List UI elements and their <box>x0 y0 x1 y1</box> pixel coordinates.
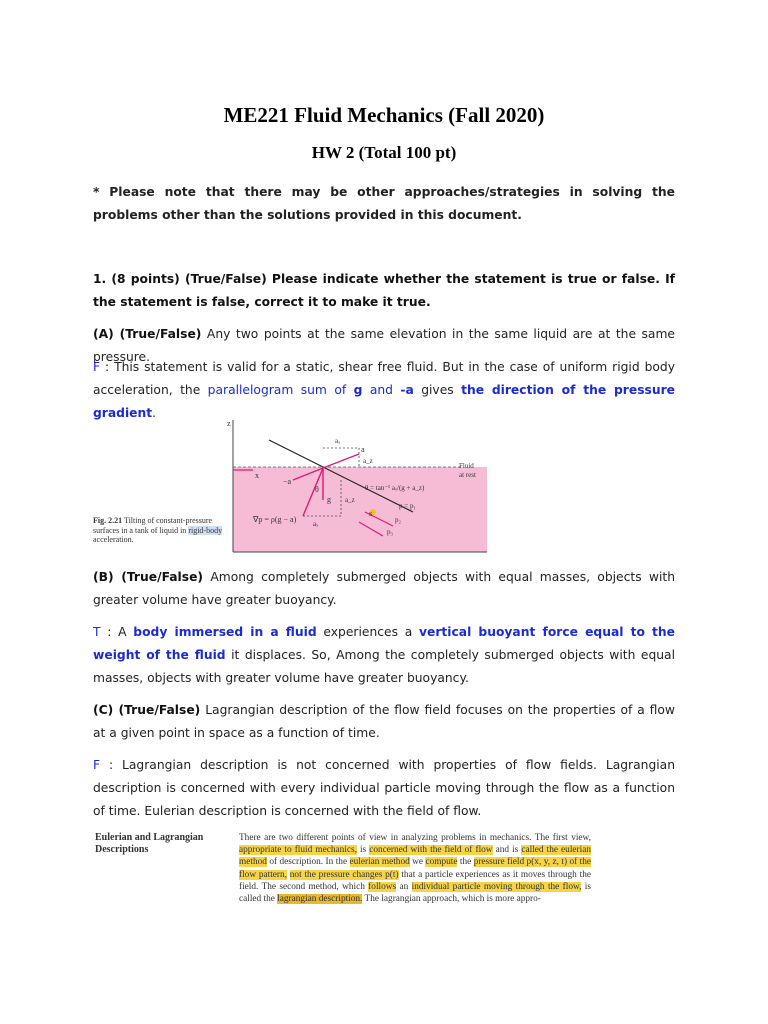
q1-heading <box>93 268 675 314</box>
q1a-sol-text: : This statement is valid for a static, shear free fluid. But in the case of uniform rigid body acceleration, the <box>93 360 675 397</box>
document-title: ME221 Fluid Mechanics (Fall 2020) <box>223 103 545 127</box>
label-p2: p₂ <box>395 516 401 524</box>
label-az-top: a_z <box>363 457 373 465</box>
q1b-sol-bold1: body immersed in a fluid <box>133 625 317 639</box>
label-pressure-gradient: ∇p = ρ(g − a) <box>253 515 297 524</box>
excerpt-highlight: appropriate to fluid mechanics, <box>239 845 357 856</box>
caption-text-1: Tilting of constant-pressure surfaces in a tank of liquid in <box>93 516 213 535</box>
caption-highlight: rigid-body <box>188 525 223 535</box>
excerpt-highlight: eulerian method <box>349 857 410 868</box>
label-theta: θ <box>315 485 319 494</box>
excerpt-text: is <box>356 845 370 856</box>
fluid-region <box>233 467 487 552</box>
figure-1-caption <box>93 516 229 545</box>
label-p1: p = p₁ <box>399 502 416 510</box>
q1b-solution <box>93 621 675 690</box>
excerpt-text: The lagrangian approach, which is more appro- <box>362 894 541 905</box>
label-at-rest: at rest <box>459 471 476 479</box>
q1a-label: (A) (True/False) <box>93 327 202 341</box>
excerpt-text: The second method, which <box>258 881 369 892</box>
figure-1-diagram <box>93 412 503 554</box>
q1b-label: (B) (True/False) <box>93 570 204 584</box>
excerpt-highlight: called the eulerian method <box>239 845 591 868</box>
excerpt-highlight: lagrangian description. <box>277 894 363 905</box>
excerpt-highlight: individual particle moving through the flow, <box>411 881 582 892</box>
q1a-answer: F <box>93 360 101 374</box>
excerpt-text: an <box>396 881 412 892</box>
label-g: g <box>327 495 331 504</box>
q1c-label: (C) (True/False) <box>93 703 201 717</box>
document-subtitle: HW 2 (Total 100 pt) <box>311 143 457 162</box>
q1c-text: Lagrangian description of the flow field focuses on the properties of a flow at a given point in space as a function of time. <box>93 703 675 740</box>
solutions-note: * Please note that there may be other approaches/strategies in solving the problems other than the solutions provided in this document. <box>93 185 675 222</box>
excerpt-body <box>239 832 591 905</box>
figure-1-caption-box <box>93 516 229 554</box>
label-ax-bottom: aₓ <box>313 520 319 528</box>
excerpt-text: is called the <box>239 881 591 905</box>
label-az-bottom: a_z <box>345 496 355 504</box>
label-p3: p₃ <box>387 528 393 536</box>
q1c-statement <box>93 699 675 745</box>
excerpt-highlight: follows <box>368 881 397 892</box>
excerpt-text: the <box>457 857 474 868</box>
label-theta-equation: θ = tan⁻¹ aₓ/(g + a_z) <box>365 484 425 492</box>
accel-arrow <box>323 454 359 468</box>
excerpt-heading: Eulerian and Lagrangian Descriptions <box>95 832 204 855</box>
q1b-sol-2: experiences a <box>316 625 419 639</box>
excerpt-text: There are two different points of view in analyzing problems in mechanics. The first view, <box>239 833 591 843</box>
q1a-sol-g: g <box>353 383 363 397</box>
caption-fig-number: Fig. 2.21 <box>93 516 123 525</box>
q1a-sol-bold: the direction of the pressure gradient <box>93 383 675 420</box>
q1a-sol-end: . <box>152 406 157 420</box>
q1a-sol-gives: gives <box>413 383 462 397</box>
q1b-statement <box>93 566 675 612</box>
label-x: x <box>255 471 259 480</box>
label-fluid: Fluid <box>459 462 474 470</box>
excerpt-text: and is <box>492 845 522 856</box>
label-minus-a: −a <box>283 477 292 486</box>
q1b-sol-3: it displaces. So, Among the completely submerged objects with equal masses, objects with greater volume have greater buoyancy. <box>93 648 675 685</box>
q1b-sol-bold2: vertical buoyant force equal to the weight of the fluid <box>93 625 675 662</box>
q1a-text: Any two points at the same elevation in the same liquid are at the same pressure. <box>93 327 675 364</box>
excerpt-highlight: pressure field p(x, y, z, t) of the flow pattern, <box>239 857 591 880</box>
excerpt-text: that a particle experiences as it moves through the field. <box>239 869 591 892</box>
label-z: z <box>227 419 231 428</box>
q1a-sol-blue: parallelogram sum of <box>207 383 354 397</box>
excerpt-highlight: compute <box>425 857 458 868</box>
figure-rigid-body-acceleration <box>93 412 503 554</box>
q1b-answer: T <box>93 625 101 639</box>
figure-eulerian-lagrangian-excerpt <box>93 828 591 920</box>
q1-heading-text: 1. (8 points) (True/False) Please indicate whether the statement is true or false. If the statement is false, correct it to make it true. <box>93 272 675 309</box>
caption-text-2: acceleration. <box>93 535 134 544</box>
label-s: S <box>369 512 373 518</box>
q1c-solution <box>93 754 675 823</box>
label-ax-top: aₓ <box>335 437 341 445</box>
q1a-sol-a: -a <box>400 383 414 397</box>
excerpt-highlight: not the pressure changes p(t) <box>289 869 399 880</box>
q1c-sol-text: : Lagrangian description is not concerned with properties of flow fields. Lagrangian description is concerned with every individual particle moving through the flow as a function of time. Eulerian description is concerned with the field of flow. <box>93 758 675 818</box>
excerpt-text: of description. In the <box>266 857 350 868</box>
excerpt-highlight: concerned with the field of flow <box>369 845 493 856</box>
q1b-text: Among completely submerged objects with equal masses, objects with greater volume have greater buoyancy. <box>93 570 675 607</box>
q1a-sol-and: and <box>362 383 401 397</box>
q1b-sol-1: : A <box>100 625 134 639</box>
label-a: a <box>361 445 365 454</box>
q1c-answer: F <box>93 758 101 772</box>
excerpt-text: we <box>409 857 426 868</box>
